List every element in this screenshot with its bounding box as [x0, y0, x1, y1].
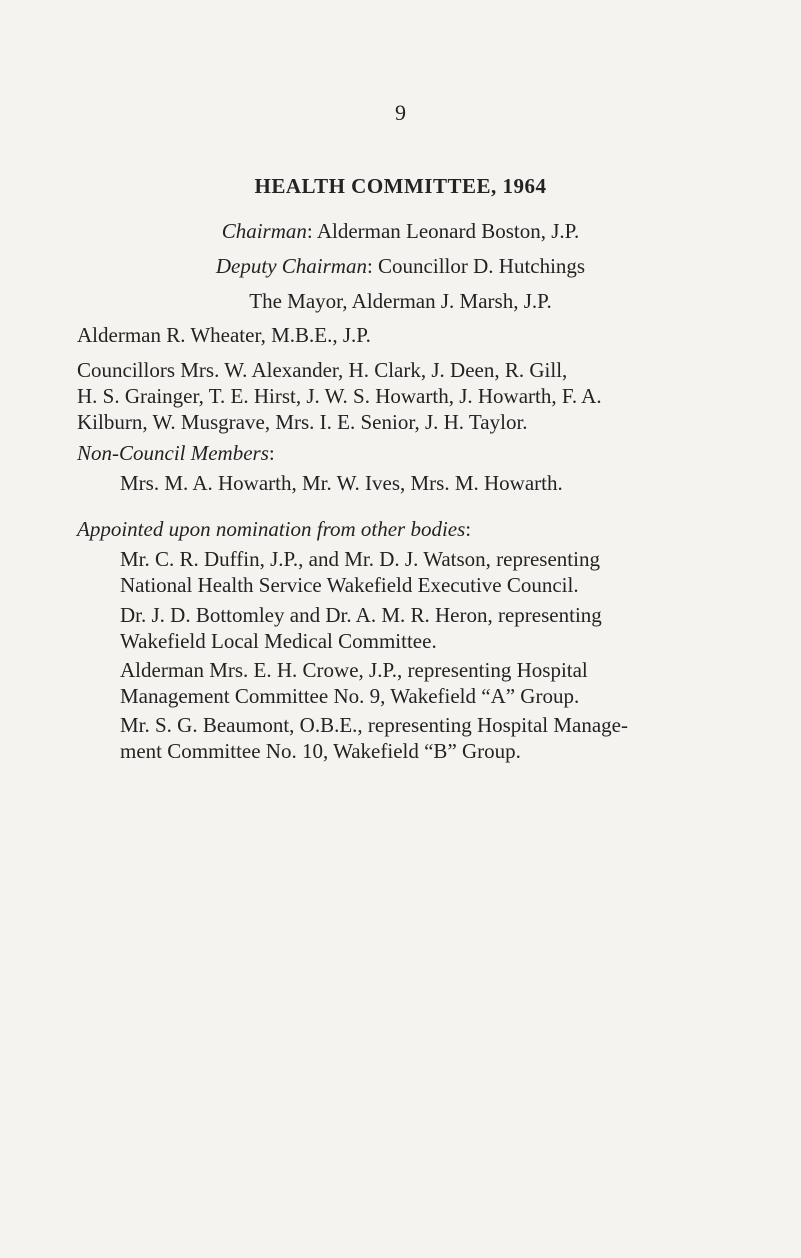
appointed-heading-colon: : [465, 517, 472, 541]
appointed-entry-line: ment Committee No. 10, Wakefield “B” Group. [120, 739, 521, 763]
appointed-entry-line: Management Committee No. 9, Wakefield “A” Group. [120, 684, 580, 708]
page-number: 9 [395, 100, 406, 125]
councillors-line-3: Kilburn, W. Musgrave, Mrs. I. E. Senior, J. H. Taylor. [77, 410, 528, 434]
members-section [77, 322, 717, 435]
non-council-heading [77, 440, 717, 466]
chairman-label: Chairman [221, 219, 307, 243]
appointed-heading [77, 516, 717, 542]
deputy-chairman-label: Deputy Chairman [215, 254, 367, 278]
non-council-members: Mrs. M. A. Howarth, Mr. W. Ives, Mrs. M. Howarth. [120, 471, 563, 495]
appointed-entry [120, 712, 718, 764]
non-council-heading-colon: : [268, 441, 275, 465]
chairman-line [0, 219, 801, 244]
deputy-chairman-name: : Councillor D. Hutchings [366, 254, 586, 278]
appointed-entry [120, 546, 718, 598]
page-title: HEALTH COMMITTEE, 1964 [254, 174, 547, 198]
appointed-entry-line: Alderman Mrs. E. H. Crowe, J.P., representing Hospital [120, 658, 588, 682]
alderman-line: Alderman R. Wheater, M.B.E., J.P. [77, 323, 371, 347]
appointed-heading-text: Appointed upon nomination from other bodies [77, 517, 466, 541]
appointed-entry [120, 602, 718, 654]
mayor-line: The Mayor, Alderman J. Marsh, J.P. [249, 289, 552, 313]
appointed-entry-line: Wakefield Local Medical Committee. [120, 629, 437, 653]
non-council-heading-text: Non-Council Members [77, 441, 269, 465]
appointed-entry-line: Mr. S. G. Beaumont, O.B.E., representing Hospital Manage- [120, 713, 628, 737]
councillors-line-2: H. S. Grainger, T. E. Hirst, J. W. S. Howarth, J. Howarth, F. A. [77, 384, 602, 408]
appointed-entry-line: Dr. J. D. Bottomley and Dr. A. M. R. Heron, representing [120, 603, 602, 627]
deputy-chairman-line [0, 254, 801, 279]
appointed-entry-line: Mr. C. R. Duffin, J.P., and Mr. D. J. Watson, representing [120, 547, 600, 571]
councillors-line-1: Councillors Mrs. W. Alexander, H. Clark, J. Deen, R. Gill, [77, 358, 568, 382]
appointed-entry [120, 657, 718, 709]
appointed-entry-line: National Health Service Wakefield Executive Council. [120, 573, 579, 597]
chairman-name: : Alderman Leonard Boston, J.P. [306, 219, 580, 243]
